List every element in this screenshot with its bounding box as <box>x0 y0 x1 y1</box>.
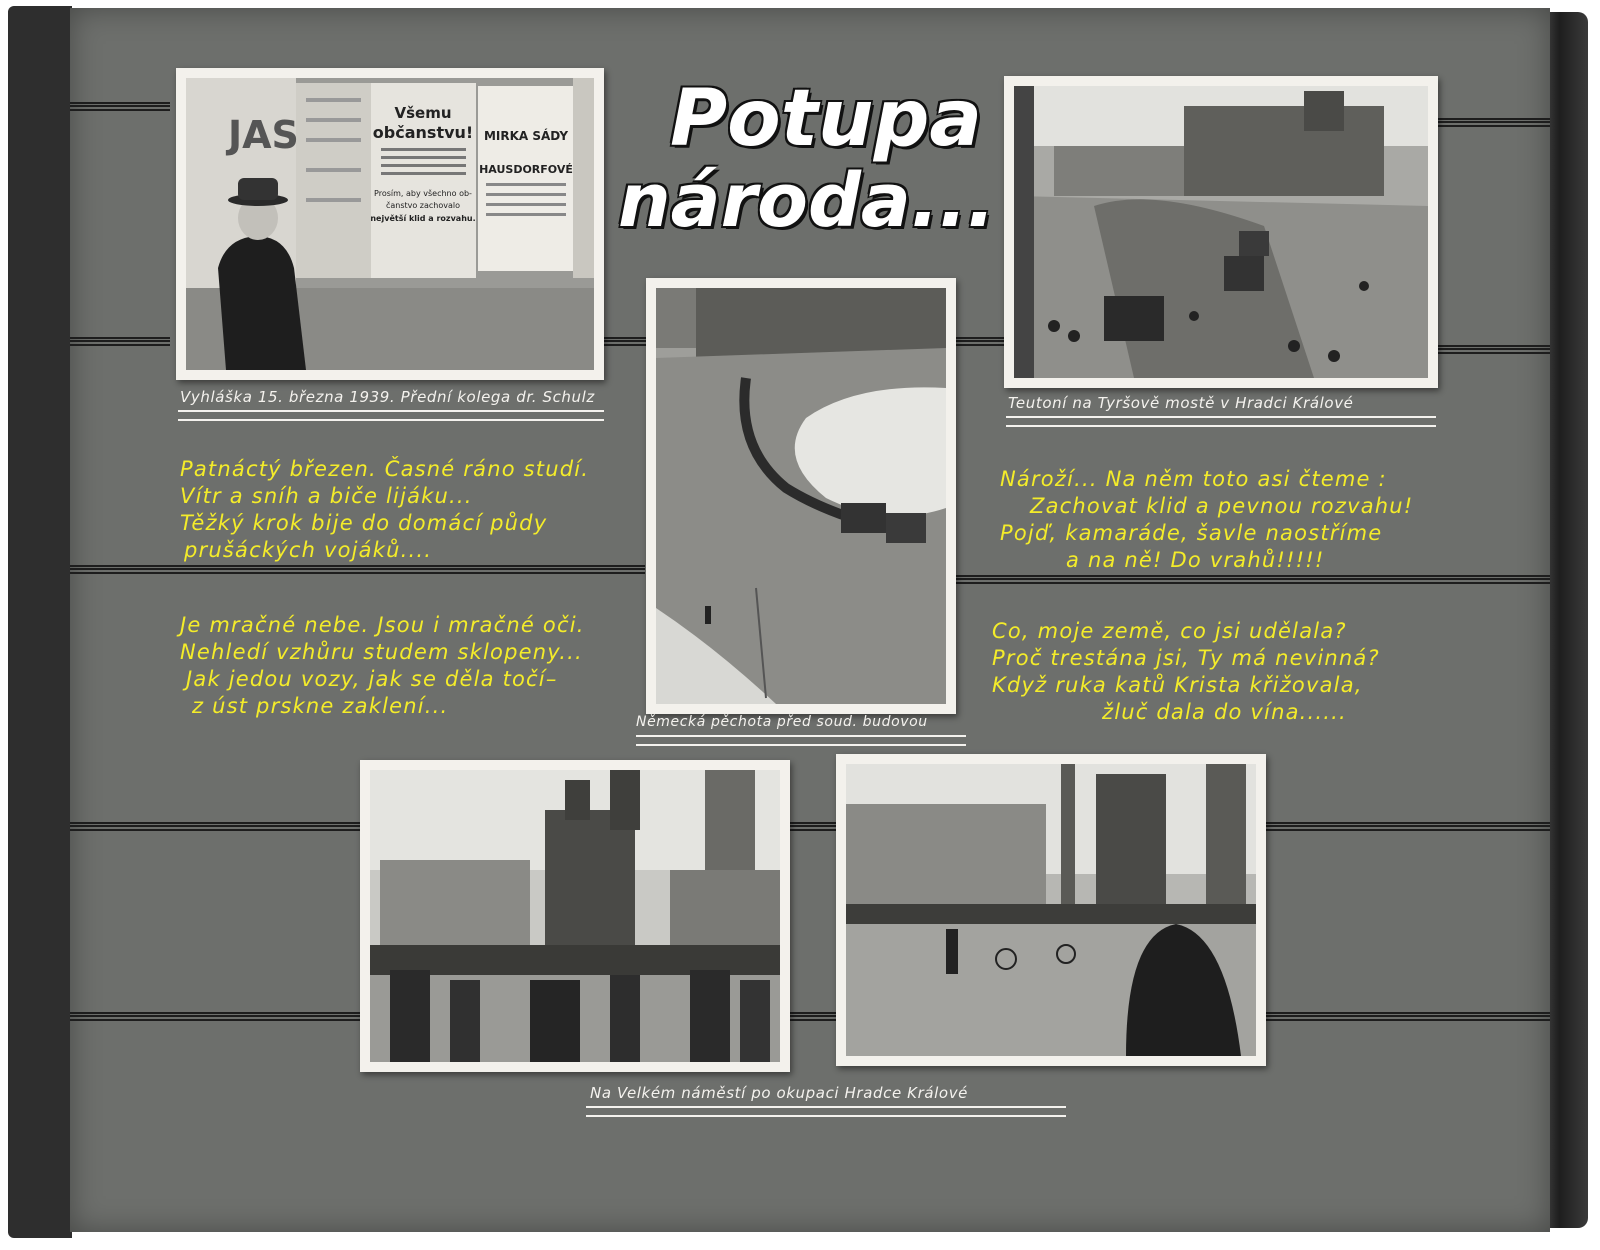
caption-rule <box>178 410 604 421</box>
ruled-lines <box>1265 1010 1550 1024</box>
photo-square-crowd-image <box>370 770 780 1062</box>
ruled-lines <box>788 1010 838 1024</box>
caption-rule <box>586 1106 1066 1117</box>
poster-side2: HAUSDORFOVÉ <box>479 163 573 176</box>
photo-square-cyclists-image <box>846 764 1256 1056</box>
poem-line: Vítr a sníh a biče lijáku... <box>180 484 473 508</box>
poster-headline1: Všemu <box>394 104 452 122</box>
ruled-lines <box>70 100 170 114</box>
album-page <box>70 8 1550 1232</box>
caption-rule <box>1006 416 1436 427</box>
poem-right-bottom <box>992 618 1380 726</box>
poem-right-top <box>1000 466 1413 574</box>
photo-poster-wall-image <box>186 78 594 370</box>
ruled-lines <box>955 573 1550 587</box>
photo-bridge-image <box>1014 86 1428 378</box>
ruled-lines <box>1435 343 1550 357</box>
ruled-lines <box>1265 820 1550 834</box>
poem-line: Patnáctý březen. Časné ráno studí. <box>180 457 590 481</box>
poem-line: Pojď, kamaráde, šavle naostříme <box>1000 521 1383 545</box>
poem-line: Nehledí vzhůru studem sklopeny... <box>180 640 583 664</box>
ruled-lines <box>955 335 1005 349</box>
poem-line: prušáckých vojáků.... <box>184 538 433 562</box>
ruled-lines <box>70 335 170 349</box>
ruled-lines <box>70 820 360 834</box>
photo-bridge <box>1004 76 1438 388</box>
ruled-lines <box>70 563 645 577</box>
caption-rule <box>636 735 966 746</box>
poem-line: Těžký krok bije do domácí půdy <box>180 511 548 535</box>
poster-body1: Prosím, aby všechno ob- <box>374 189 472 198</box>
caption-square: Na Velkém náměstí po okupaci Hradce Králové <box>590 1084 969 1102</box>
poster-side1: MIRKA SÁDY <box>483 129 569 143</box>
poem-line: z úst prskne zaklení... <box>192 694 449 718</box>
poem-left-top <box>180 456 589 564</box>
page-title-line2: národa... <box>618 158 996 244</box>
poem-line: Co, moje země, co jsi udělala? <box>992 619 1347 643</box>
ruled-lines <box>70 1010 360 1024</box>
poem-line: Zachovat klid a pevnou rozvahu! <box>1030 494 1414 518</box>
poem-left-bottom <box>180 612 585 720</box>
poster-body2: čanstvo zachovalo <box>385 201 461 210</box>
poem-line: a na ně! Do vrahů!!!!! <box>1066 548 1325 572</box>
caption-infantry: Německá pěchota před soud. budovou <box>636 714 928 730</box>
poster-body3: největší klid a rozvahu. <box>370 214 476 223</box>
photo-infantry-image <box>656 288 946 704</box>
caption-poster: Vyhláška 15. března 1939. Přední kolega dr. Schulz <box>180 388 595 406</box>
ruled-lines <box>1435 116 1550 130</box>
poem-line: Když ruka katů Krista křižovala, <box>992 673 1363 697</box>
poem-line: Nároží... Na něm toto asi čteme : <box>1000 467 1387 491</box>
poem-line: Jak jedou vozy, jak se děla točí– <box>186 667 558 691</box>
photo-infantry <box>646 278 956 714</box>
photo-square-cyclists <box>836 754 1266 1066</box>
photo-poster-wall <box>176 68 604 380</box>
poster-jas: JAS <box>228 113 299 157</box>
ruled-lines <box>600 335 650 349</box>
caption-bridge: Teutoní na Tyršově mostě v Hradci Králové <box>1008 394 1354 412</box>
poster-headline2: občanstvu! <box>372 123 474 142</box>
album-cover-edge <box>8 6 72 1238</box>
page-title-line1: Potupa <box>670 74 983 164</box>
ruled-lines <box>788 820 838 834</box>
poem-line: žluč dala do vína...... <box>1102 700 1347 724</box>
poem-line: Je mračné nebe. Jsou i mračné oči. <box>180 613 585 637</box>
poem-line: Proč trestána jsi, Ty má nevinná? <box>992 646 1380 670</box>
photo-square-crowd <box>360 760 790 1072</box>
